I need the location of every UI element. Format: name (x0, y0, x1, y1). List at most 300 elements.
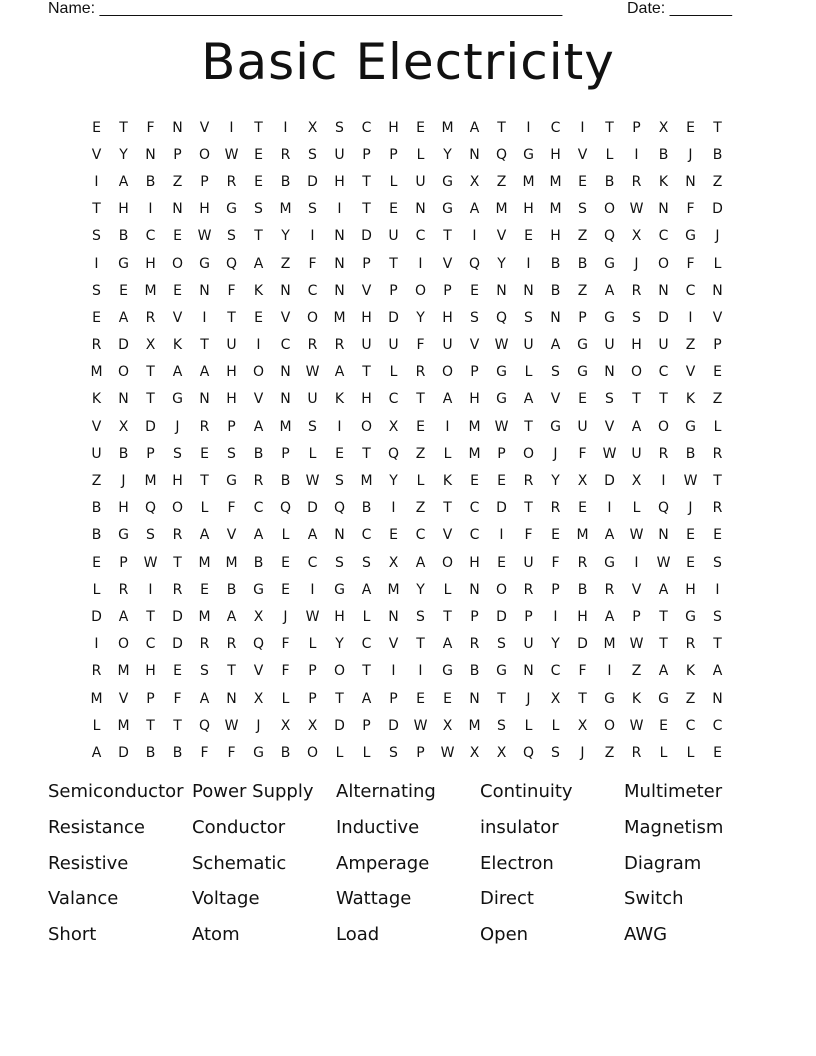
grid-letter: N (523, 282, 534, 299)
word-list-item: Amperage (336, 852, 430, 874)
grid-letter: N (118, 391, 129, 408)
grid-letter: L (416, 146, 425, 163)
grid-letter: J (256, 717, 261, 734)
grid-letter: G (604, 255, 615, 272)
grid-letter: O (117, 364, 130, 381)
grid-letter: X (388, 554, 399, 571)
grid-letter: X (496, 744, 507, 761)
grid-letter: Y (119, 146, 128, 163)
grid-letter: T (254, 228, 263, 245)
grid-row (83, 141, 731, 168)
grid-letter: J (634, 255, 639, 272)
grid-letter: S (308, 201, 317, 218)
grid-letter: P (470, 364, 479, 381)
grid-letter: T (254, 119, 263, 136)
grid-letter: S (227, 445, 236, 462)
grid-letter: R (712, 445, 723, 462)
grid-letter: B (469, 663, 480, 680)
grid-letter: A (469, 201, 480, 218)
grid-letter: S (551, 364, 560, 381)
grid-letter: O (630, 364, 643, 381)
word-list-item: insulator (480, 816, 559, 838)
grid-letter: A (199, 364, 210, 381)
word-list-item: Atom (192, 924, 240, 946)
grid-letter: E (578, 173, 587, 190)
grid-letter: O (657, 418, 670, 435)
grid-letter: U (523, 554, 534, 571)
grid-letter: O (306, 744, 319, 761)
grid-letter: Q (333, 500, 346, 517)
grid-letter: I (418, 663, 423, 680)
grid-letter: F (416, 337, 425, 354)
grid-letter: C (658, 228, 669, 245)
grid-row (83, 223, 731, 250)
grid-letter: C (658, 364, 669, 381)
grid-letter: J (283, 608, 288, 625)
grid-letter: G (226, 201, 237, 218)
grid-row (83, 332, 731, 359)
grid-letter: L (713, 418, 722, 435)
grid-letter: K (685, 391, 696, 408)
grid-letter: B (577, 255, 588, 272)
grid-letter: X (577, 717, 588, 734)
grid-letter: D (118, 337, 129, 354)
grid-letter: D (118, 744, 129, 761)
grid-letter: D (496, 608, 507, 625)
grid-letter: P (389, 146, 398, 163)
grid-letter: S (713, 554, 722, 571)
grid-letter: B (712, 146, 723, 163)
grid-letter: G (118, 527, 129, 544)
grid-letter: Y (443, 146, 452, 163)
grid-letter: E (173, 228, 182, 245)
grid-letter: R (91, 663, 102, 680)
grid-row (83, 712, 731, 739)
grid-letter: R (658, 445, 669, 462)
grid-letter: C (550, 663, 561, 680)
grid-letter: X (307, 119, 318, 136)
grid-letter: L (443, 581, 452, 598)
grid-letter: E (497, 554, 506, 571)
grid-letter: V (469, 337, 480, 354)
grid-letter: G (442, 173, 453, 190)
grid-letter: D (361, 228, 372, 245)
grid-letter: Y (416, 309, 425, 326)
grid-letter: A (712, 663, 723, 680)
grid-letter: F (686, 255, 695, 272)
grid-letter: Q (252, 636, 265, 653)
grid-letter: B (361, 500, 372, 517)
grid-row (83, 549, 731, 576)
grid-letter: S (227, 228, 236, 245)
grid-letter: S (173, 445, 182, 462)
word-list-item: Load (336, 924, 380, 946)
word-list-item: Inductive (336, 816, 420, 838)
grid-letter: U (604, 337, 615, 354)
grid-letter: A (172, 364, 183, 381)
grid-letter: E (524, 228, 533, 245)
grid-letter: X (118, 418, 129, 435)
grid-letter: N (280, 282, 291, 299)
grid-letter: I (310, 228, 315, 245)
grid-letter: X (442, 717, 453, 734)
grid-letter: E (713, 527, 722, 544)
grid-letter: Z (685, 337, 696, 354)
grid-letter: B (550, 282, 561, 299)
grid-letter: I (418, 255, 423, 272)
grid-letter: W (656, 554, 671, 571)
grid-letter: X (577, 473, 588, 490)
grid-letter: I (148, 581, 153, 598)
grid-letter: H (145, 255, 156, 272)
grid-letter: M (468, 418, 481, 435)
grid-letter: E (281, 554, 290, 571)
grid-letter: B (118, 445, 129, 462)
grid-letter: T (146, 364, 155, 381)
grid-letter: F (227, 744, 236, 761)
grid-letter: U (91, 445, 102, 462)
grid-letter: Q (522, 744, 535, 761)
grid-letter: T (146, 717, 155, 734)
grid-letter: W (629, 636, 644, 653)
grid-letter: K (685, 663, 696, 680)
word-list-item: Resistive (48, 852, 129, 874)
grid-letter: Q (387, 445, 400, 462)
grid-letter: E (92, 554, 101, 571)
grid-letter: P (362, 717, 371, 734)
grid-letter: V (685, 364, 696, 381)
word-list-item: Wattage (336, 888, 412, 910)
grid-letter: T (497, 119, 506, 136)
grid-letter: V (550, 391, 561, 408)
grid-letter: T (200, 473, 209, 490)
grid-letter: B (145, 173, 156, 190)
grid-letter: T (713, 473, 722, 490)
grid-letter: W (305, 364, 320, 381)
grid-letter: E (416, 690, 425, 707)
grid-letter: B (685, 445, 696, 462)
grid-letter: Z (604, 744, 615, 761)
grid-row (83, 603, 731, 630)
grid-letter: Q (144, 500, 157, 517)
word-list-item: Resistance (48, 816, 145, 838)
word-list-item: Magnetism (624, 816, 724, 838)
grid-letter: R (685, 636, 696, 653)
grid-letter: I (634, 554, 639, 571)
grid-letter: W (197, 228, 212, 245)
grid-letter: E (389, 201, 398, 218)
grid-letter: C (388, 391, 399, 408)
grid-letter: B (280, 173, 291, 190)
grid-letter: I (526, 119, 531, 136)
grid-letter: L (524, 364, 533, 381)
grid-letter: T (659, 608, 668, 625)
word-list-item: AWG (624, 924, 668, 946)
letter-grid (83, 114, 731, 767)
grid-letter: V (712, 309, 723, 326)
grid-letter: E (173, 663, 182, 680)
grid-letter: S (497, 717, 506, 734)
grid-letter: P (119, 554, 128, 571)
grid-letter: X (631, 228, 642, 245)
grid-letter: N (523, 663, 534, 680)
grid-letter: S (335, 473, 344, 490)
grid-letter: P (362, 146, 371, 163)
grid-letter: S (308, 418, 317, 435)
grid-letter: S (578, 201, 587, 218)
grid-letter: T (632, 391, 641, 408)
grid-letter: N (604, 364, 615, 381)
grid-letter: T (605, 119, 614, 136)
grid-letter: N (334, 228, 345, 245)
grid-letter: E (416, 418, 425, 435)
grid-letter: P (443, 282, 452, 299)
grid-letter: S (470, 309, 479, 326)
grid-letter: I (337, 418, 342, 435)
grid-letter: J (121, 473, 126, 490)
word-list-item: Voltage (192, 888, 260, 910)
grid-letter: I (310, 581, 315, 598)
grid-letter: P (308, 690, 317, 707)
grid-letter: R (118, 581, 129, 598)
grid-letter: I (607, 663, 612, 680)
grid-letter: V (91, 418, 102, 435)
grid-letter: P (416, 744, 425, 761)
grid-letter: G (496, 391, 507, 408)
word-list-item: Diagram (624, 852, 702, 874)
grid-letter: E (254, 173, 263, 190)
grid-letter: H (469, 554, 480, 571)
grid-letter: V (253, 663, 264, 680)
grid-letter: C (685, 282, 696, 299)
grid-letter: L (92, 717, 101, 734)
grid-letter: A (442, 636, 453, 653)
grid-letter: U (361, 337, 372, 354)
grid-letter: S (335, 554, 344, 571)
grid-letter: H (361, 391, 372, 408)
grid-letter: I (337, 201, 342, 218)
grid-letter: S (713, 608, 722, 625)
grid-letter: E (335, 445, 344, 462)
grid-letter: G (226, 473, 237, 490)
grid-row (83, 250, 731, 277)
grid-letter: R (280, 146, 291, 163)
word-list-item: Continuity (480, 781, 573, 802)
grid-letter: N (469, 690, 480, 707)
grid-row (83, 114, 731, 141)
grid-letter: S (632, 309, 641, 326)
grid-row (83, 196, 731, 223)
grid-letter: S (308, 146, 317, 163)
grid-letter: W (602, 445, 617, 462)
grid-letter: N (415, 201, 426, 218)
word-list-item: Multimeter (624, 781, 723, 802)
grid-letter: R (712, 500, 723, 517)
grid-letter: M (198, 608, 211, 625)
grid-letter: S (146, 527, 155, 544)
grid-letter: Q (279, 500, 292, 517)
grid-letter: N (388, 608, 399, 625)
grid-letter: B (118, 228, 129, 245)
grid-letter: Z (577, 228, 588, 245)
grid-letter: Y (551, 636, 560, 653)
grid-letter: E (686, 119, 695, 136)
grid-letter: M (90, 364, 103, 381)
grid-letter: G (577, 364, 588, 381)
grid-letter: T (362, 445, 371, 462)
grid-letter: A (469, 119, 480, 136)
word-list-item: Alternating (336, 781, 436, 802)
grid-letter: I (580, 119, 585, 136)
grid-letter: V (361, 282, 372, 299)
grid-letter: D (334, 717, 345, 734)
grid-letter: R (199, 418, 210, 435)
grid-letter: S (335, 119, 344, 136)
grid-letter: C (361, 527, 372, 544)
grid-letter: S (524, 309, 533, 326)
grid-letter: K (631, 690, 642, 707)
grid-letter: A (91, 744, 102, 761)
grid-letter: N (172, 119, 183, 136)
grid-letter: Z (577, 282, 588, 299)
grid-letter: S (497, 636, 506, 653)
grid-letter: H (118, 500, 129, 517)
grid-row (83, 631, 731, 658)
grid-letter: H (361, 309, 372, 326)
grid-letter: T (146, 391, 155, 408)
grid-letter: Q (225, 255, 238, 272)
grid-letter: D (145, 418, 156, 435)
grid-letter: M (522, 173, 535, 190)
grid-letter: V (442, 527, 453, 544)
grid-letter: H (172, 473, 183, 490)
grid-letter: O (252, 364, 265, 381)
grid-letter: B (550, 255, 561, 272)
grid-letter: T (416, 391, 425, 408)
grid-letter: E (470, 282, 479, 299)
grid-letter: E (200, 445, 209, 462)
grid-letter: P (389, 282, 398, 299)
grid-letter: I (229, 119, 234, 136)
grid-letter: D (388, 717, 399, 734)
grid-letter: H (226, 391, 237, 408)
grid-letter: M (549, 201, 562, 218)
grid-letter: M (387, 581, 400, 598)
grid-letter: A (199, 527, 210, 544)
grid-letter: I (526, 255, 531, 272)
grid-letter: Z (712, 391, 723, 408)
grid-letter: T (200, 337, 209, 354)
grid-letter: P (551, 581, 560, 598)
grid-letter: K (91, 391, 102, 408)
word-list-item: Open (480, 924, 529, 946)
grid-letter: F (686, 201, 695, 218)
grid-letter: E (470, 473, 479, 490)
grid-letter: U (442, 337, 453, 354)
grid-letter: H (199, 201, 210, 218)
grid-letter: N (172, 201, 183, 218)
grid-letter: T (659, 636, 668, 653)
grid-letter: F (281, 636, 290, 653)
grid-letter: A (361, 690, 372, 707)
grid-letter: H (577, 608, 588, 625)
grid-letter: V (604, 418, 615, 435)
grid-letter: Z (685, 690, 696, 707)
grid-letter: W (413, 717, 428, 734)
grid-letter: G (253, 744, 264, 761)
grid-letter: J (688, 146, 693, 163)
grid-letter: B (658, 146, 669, 163)
grid-letter: V (91, 146, 102, 163)
grid-letter: L (659, 744, 668, 761)
grid-letter: M (90, 690, 103, 707)
grid-letter: W (494, 337, 509, 354)
grid-letter: M (279, 418, 292, 435)
grid-letter: E (416, 119, 425, 136)
grid-letter: Z (172, 173, 183, 190)
grid-letter: A (118, 608, 129, 625)
grid-letter: G (442, 663, 453, 680)
grid-letter: X (388, 418, 399, 435)
word-list (48, 778, 768, 957)
grid-letter: I (499, 527, 504, 544)
grid-letter: U (577, 418, 588, 435)
grid-letter: A (199, 690, 210, 707)
grid-letter: T (227, 663, 236, 680)
grid-letter: A (118, 173, 129, 190)
grid-letter: A (658, 581, 669, 598)
grid-letter: X (307, 717, 318, 734)
grid-letter: G (442, 201, 453, 218)
grid-letter: W (305, 608, 320, 625)
grid-letter: I (391, 663, 396, 680)
grid-letter: A (658, 663, 669, 680)
grid-letter: W (683, 473, 698, 490)
grid-letter: T (92, 201, 101, 218)
grid-letter: O (306, 309, 319, 326)
grid-letter: H (550, 146, 561, 163)
grid-letter: W (629, 201, 644, 218)
grid-letter: F (308, 255, 317, 272)
grid-letter: A (604, 608, 615, 625)
grid-letter: L (362, 608, 371, 625)
grid-letter: P (173, 146, 182, 163)
grid-letter: A (415, 554, 426, 571)
grid-letter: P (389, 690, 398, 707)
grid-letter: X (631, 473, 642, 490)
grid-letter: S (416, 608, 425, 625)
grid-letter: N (199, 282, 210, 299)
grid-letter: N (685, 173, 696, 190)
grid-letter: G (172, 391, 183, 408)
grid-letter: R (631, 173, 642, 190)
grid-letter: C (415, 527, 426, 544)
grid-letter: P (146, 445, 155, 462)
grid-letter: N (145, 146, 156, 163)
grid-letter: H (145, 663, 156, 680)
grid-letter: V (226, 527, 237, 544)
grid-letter: L (308, 445, 317, 462)
grid-row (83, 739, 731, 766)
grid-letter: L (632, 500, 641, 517)
grid-letter: E (713, 744, 722, 761)
grid-letter: F (173, 690, 182, 707)
grid-letter: J (580, 744, 585, 761)
grid-letter: P (524, 608, 533, 625)
grid-letter: S (200, 663, 209, 680)
grid-letter: A (442, 391, 453, 408)
grid-letter: D (577, 636, 588, 653)
